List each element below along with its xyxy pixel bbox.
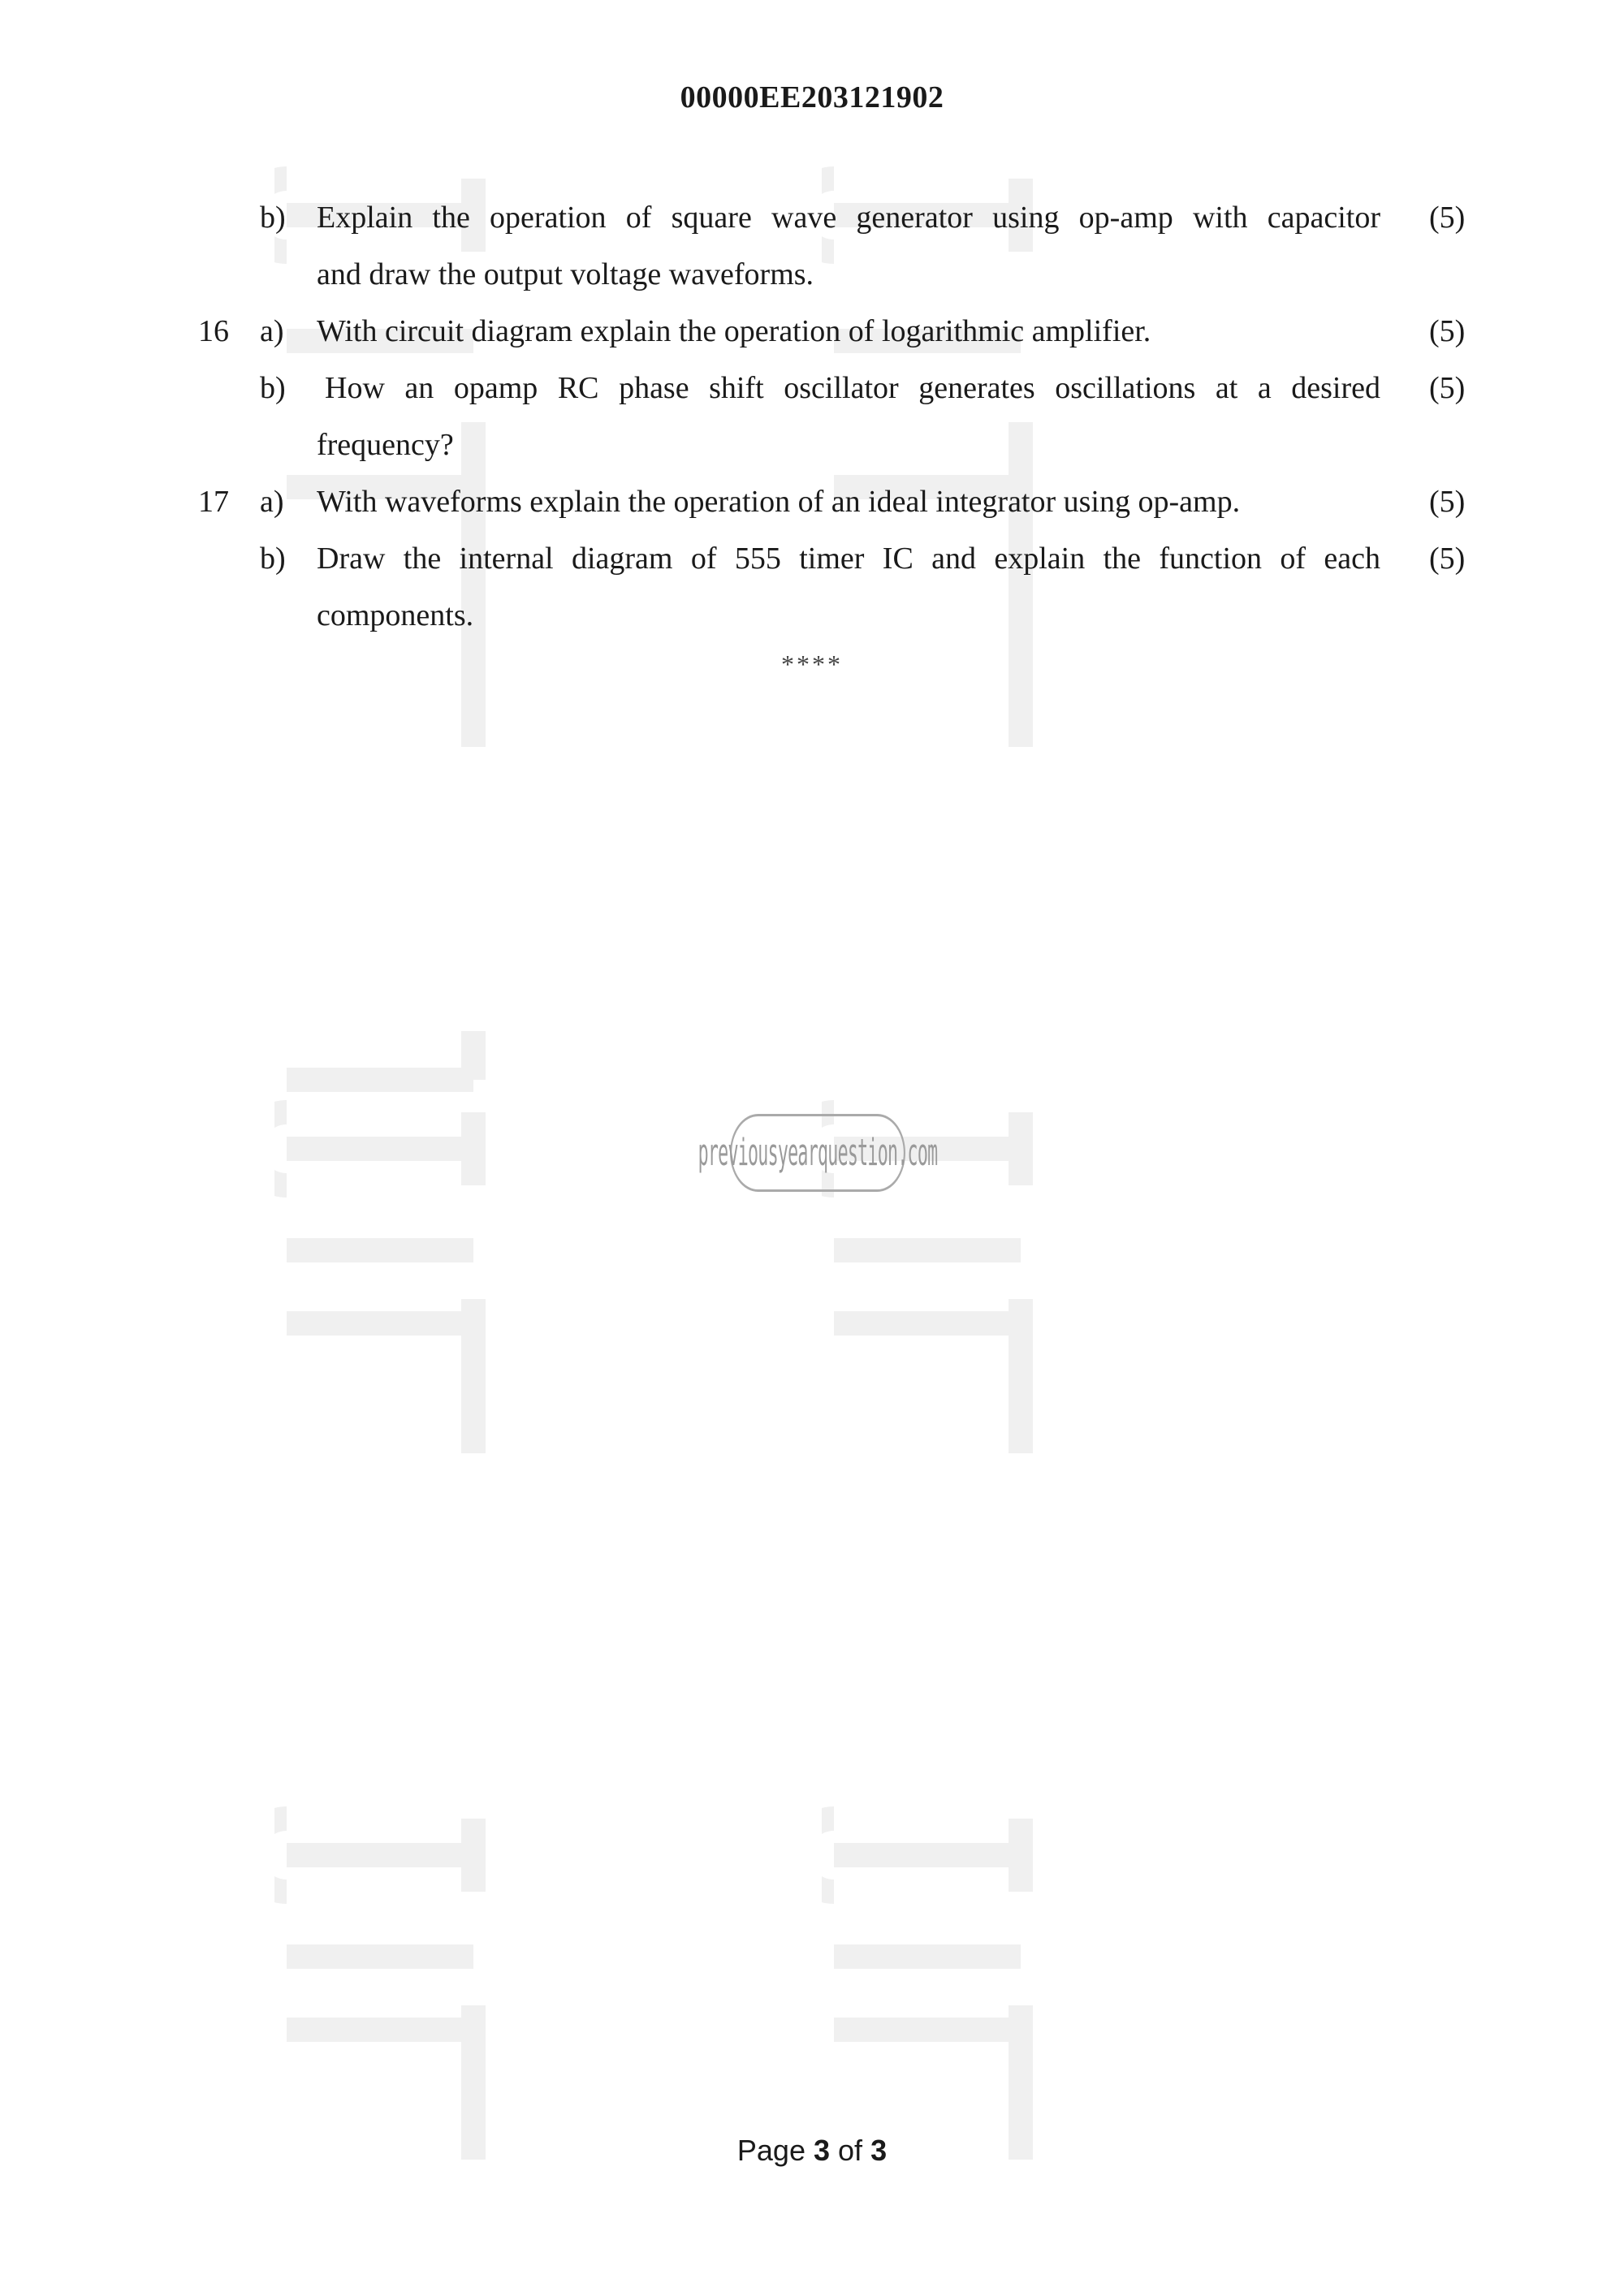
page-total: 3 [870,2134,888,2167]
question-part: a) [260,485,284,519]
question-part: b) [260,371,286,405]
question-part: b) [260,201,286,235]
page-of: of [838,2134,863,2167]
question-text: With waveforms explain the operation of an ideal integrator using op-amp. [317,485,1241,519]
site-logo [698,1114,938,1192]
jit-watermark [274,1543,486,2160]
question-text: Draw the internal diagram of 555 timer IC and explain the function of each [317,542,1380,576]
question-text-continued: components. [317,598,474,632]
question-marks: (5) [1429,485,1466,519]
question-text-continued: frequency? [317,428,454,462]
paper-code: 00000EE203121902 [680,80,944,114]
question-marks: (5) [1429,314,1466,348]
question-part: a) [260,314,284,348]
end-of-questions-mark: **** [781,650,843,679]
question-marks: (5) [1429,371,1466,405]
question-number: 16 [198,314,229,348]
jit-watermark [822,1543,1033,2160]
question-marks: (5) [1429,542,1466,576]
question-text: How an opamp RC phase shift oscillator generates oscillations at a desired [325,371,1380,405]
question-number: 17 [198,485,229,519]
jit-watermark [274,836,486,1453]
page-current: 3 [813,2134,831,2167]
question-text: Explain the operation of square wave generator using op-amp with capacitor [317,201,1380,235]
question-text: With circuit diagram explain the operation of logarithmic amplifier. [317,314,1151,348]
page-number [0,2134,1624,2168]
page-label: Page [736,2134,806,2167]
question-text-continued: and draw the output voltage waveforms. [317,257,814,291]
question-part: b) [260,542,286,576]
site-logo-text: previousyearquestion.com [698,1131,938,1175]
question-marks: (5) [1429,201,1466,235]
